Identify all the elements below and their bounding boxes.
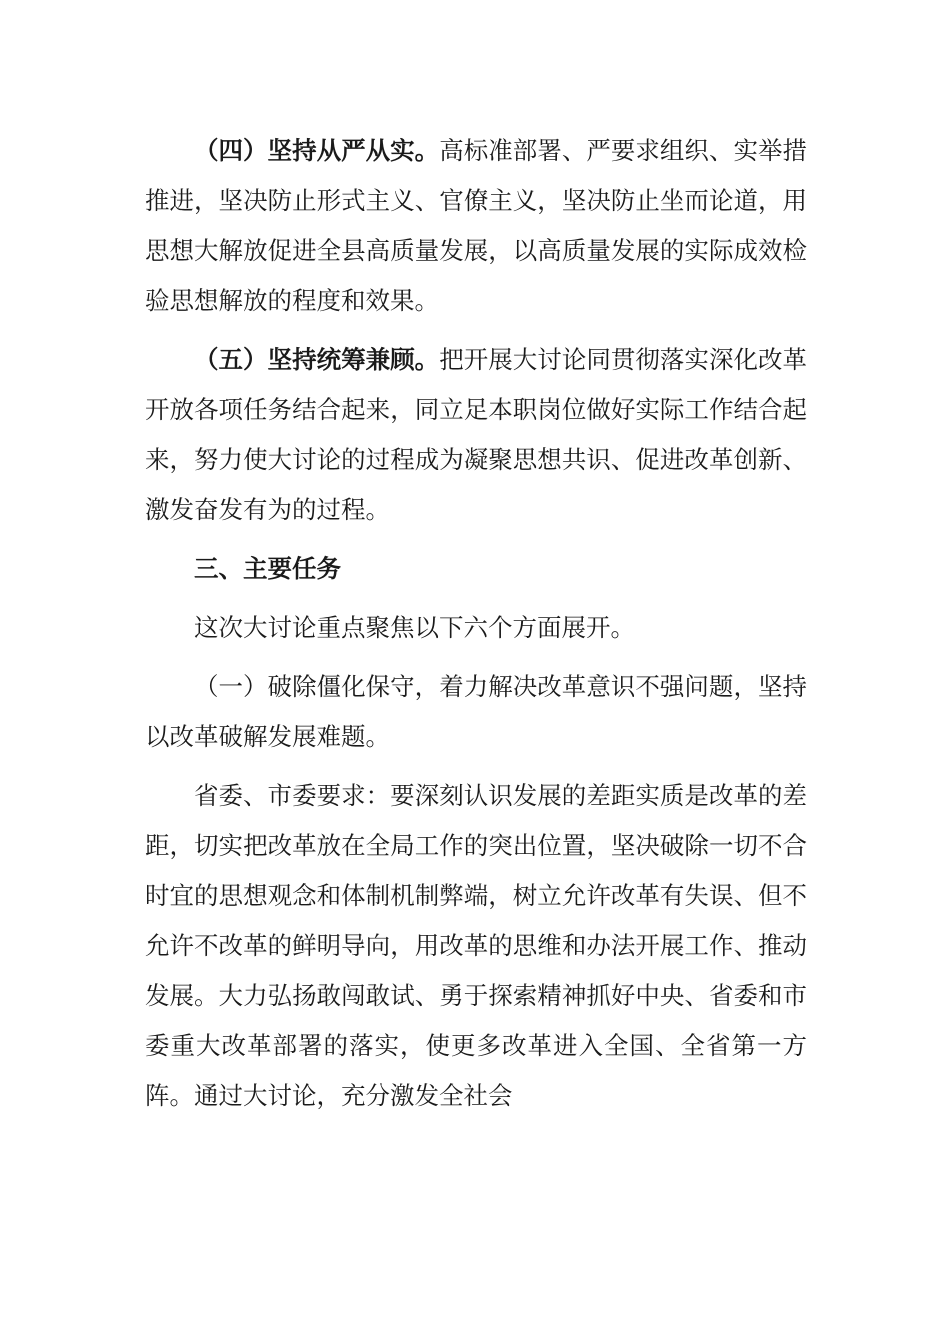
intro-paragraph: 这次大讨论重点聚焦以下六个方面展开。 xyxy=(194,613,635,642)
paragraph-lead: （四）坚持从严从实。 xyxy=(194,136,440,165)
document-body xyxy=(145,126,807,1121)
paragraph-text: 高标准部署、严要求组织、实举措推进，坚决防止形式主义、官僚主义，坚决防止坐而论道，用思想大解放促进全县高质量发展，以高质量发展的实际成效检验思想解放的程度和效果。 xyxy=(145,136,808,315)
paragraph-principle-4 xyxy=(145,126,807,326)
body-paragraph: 省委、市委要求：要深刻认识发展的差距实质是改革的差距，切实把改革放在全局工作的突出位置，坚决破除一切不合时宜的思想观念和体制机制弊端，树立允许改革有失误、但不允许不改革的鲜明导向，用改革的思维和办法开展工作、推动发展。大力弘扬敢闯敢试、勇于探索精神抓好中央、省委和市委重大改革部署的落实，使更多改革进入全国、全省第一方阵。通过大讨论，充分激发全社会 xyxy=(145,781,807,1110)
paragraph-lead: （五）坚持统筹兼顾。 xyxy=(194,345,440,374)
sub-item-paragraph: （一）破除僵化保守，着力解决改革意识不强问题，坚持以改革破解发展难题。 xyxy=(145,672,807,751)
paragraph-principle-5 xyxy=(145,335,807,535)
paragraph-text: 把开展大讨论同贯彻落实深化改革开放各项任务结合起来，同立足本职岗位做好实际工作结合起来，努力使大讨论的过程成为凝聚思想共识、促进改革创新、激发奋发有为的过程。 xyxy=(145,345,808,524)
section-heading: 三、主要任务 xyxy=(194,554,341,583)
